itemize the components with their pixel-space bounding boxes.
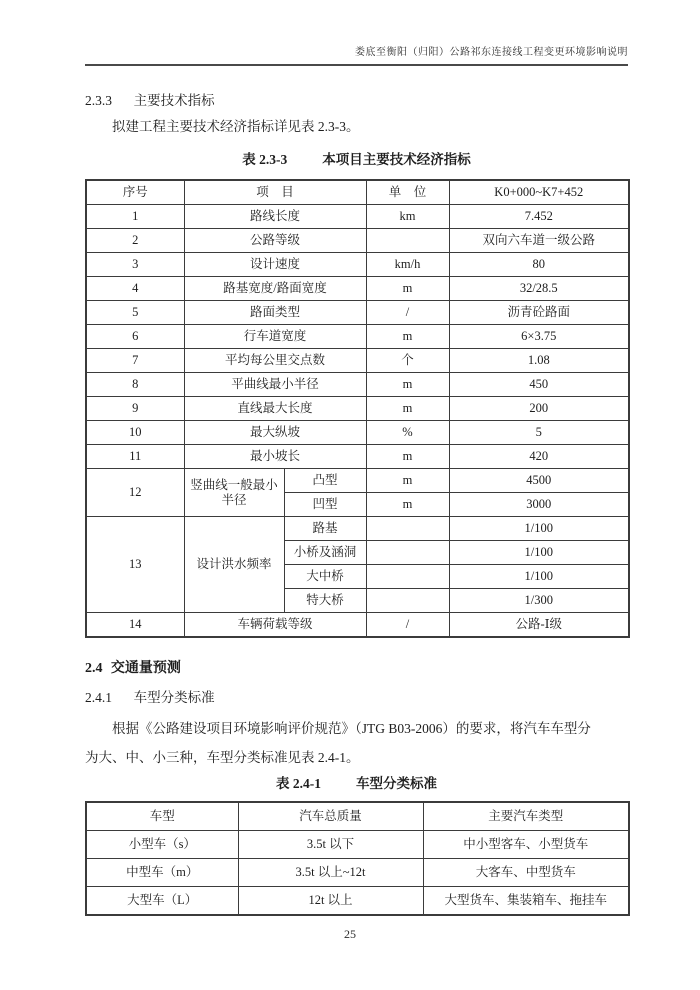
cell-unit [366,517,449,541]
table2-caption-title: 车型分类标准 [356,776,438,791]
cell-unit: m [366,373,449,397]
cell-value: 1/100 [449,517,629,541]
cell-value: 420 [449,445,629,469]
cell-item: 设计速度 [184,253,366,277]
table-row-14 [86,613,629,638]
cell-gross-mass: 12t 以上 [238,887,423,916]
section-heading-2-4 [85,657,628,679]
table1-caption-label: 表 2.3-3 [242,152,288,167]
section-number: 2.3.3 [85,93,112,108]
table2-header-mass: 汽车总质量 [238,802,423,831]
cell-unit [366,589,449,613]
cell-sublabel: 凸型 [284,469,366,493]
cell-value: 1/300 [449,589,629,613]
section-number: 2.4.1 [85,690,112,705]
section-number: 2.4 [85,661,103,676]
table-row [86,445,629,469]
table1-header-item: 项 目 [184,180,366,205]
table-2-4-1 [85,801,630,916]
table2-header-type: 车型 [86,802,238,831]
table-row [86,397,629,421]
paragraph-line: 为大、中、小三种，车型分类标准见表 2.4-1。 [85,750,360,765]
table1-header-row [86,180,629,205]
cell-item: 路基宽度/路面宽度 [184,277,366,301]
cell-value: 1.08 [449,349,629,373]
cell-no: 4 [86,277,184,301]
cell-item: 车辆荷载等级 [184,613,366,638]
section-heading-2-3-3 [85,91,628,110]
cell-vehicle-type: 小型车（s） [86,831,238,859]
cell-no: 5 [86,301,184,325]
table-row [86,421,629,445]
cell-no: 11 [86,445,184,469]
cell-vehicle-type: 中型车（m） [86,859,238,887]
cell-unit: m [366,277,449,301]
cell-vehicle-kinds: 大客车、中型货车 [423,859,629,887]
table1-header-value: K0+000~K7+452 [449,180,629,205]
cell-sublabel: 路基 [284,517,366,541]
cell-gross-mass: 3.5t 以下 [238,831,423,859]
table-row [86,253,629,277]
cell-vehicle-kinds: 大型货车、集装箱车、拖挂车 [423,887,629,916]
section-title: 交通量预测 [110,659,181,675]
cell-no: 2 [86,229,184,253]
cell-vehicle-type: 大型车（L） [86,887,238,916]
cell-no: 9 [86,397,184,421]
cell-unit: % [366,421,449,445]
cell-value: 450 [449,373,629,397]
cell-unit [366,541,449,565]
paragraph-line: 根据《公路建设项目环境影响评价规范》（JTG B03-2006）的要求，将汽车车型分 [112,721,591,736]
cell-item: 最小坡长 [184,445,366,469]
running-header-title: 娄底至衡阳（归阳）公路祁东连接线工程变更环境影响说明 [355,47,628,58]
cell-unit: m [366,469,449,493]
cell-unit [366,229,449,253]
cell-value: 32/28.5 [449,277,629,301]
cell-gross-mass: 3.5t 以上~12t [238,859,423,887]
table-row [86,831,629,859]
cell-unit: m [366,445,449,469]
table-row [86,205,629,229]
cell-value: 80 [449,253,629,277]
cell-item: 行车道宽度 [184,325,366,349]
cell-no: 3 [86,253,184,277]
cell-value: 沥青砼路面 [449,301,629,325]
cell-no: 1 [86,205,184,229]
cell-item: 最大纵坡 [184,421,366,445]
table-row-13a [86,517,629,541]
section-title: 主要技术指标 [133,93,215,108]
cell-unit: km [366,205,449,229]
cell-item: 平均每公里交点数 [184,349,366,373]
cell-unit: m [366,397,449,421]
cell-item: 设计洪水频率 [184,517,284,613]
cell-no: 10 [86,421,184,445]
cell-value: 5 [449,421,629,445]
table1-caption [85,150,628,169]
table-row [86,373,629,397]
table-row [86,325,629,349]
table2-caption-label: 表 2.4-1 [275,776,321,791]
table-row [86,229,629,253]
table-row [86,887,629,916]
table-row [86,277,629,301]
cell-no: 7 [86,349,184,373]
cell-unit [366,565,449,589]
table-row [86,301,629,325]
cell-no: 12 [86,469,184,517]
cell-item: 路线长度 [184,205,366,229]
cell-value: 4500 [449,469,629,493]
table1-header-no: 序号 [86,180,184,205]
cell-value: 200 [449,397,629,421]
cell-item: 竖曲线一般最小半径 [184,469,284,517]
cell-sublabel: 凹型 [284,493,366,517]
cell-value: 双向六车道一级公路 [449,229,629,253]
page-number: 25 [344,927,356,941]
cell-value: 7.452 [449,205,629,229]
table1-header-unit: 单 位 [366,180,449,205]
cell-item: 平曲线最小半径 [184,373,366,397]
cell-item: 路面类型 [184,301,366,325]
cell-unit: 个 [366,349,449,373]
table-row [86,349,629,373]
table2-header-row [86,802,629,831]
table2-header-kinds: 主要汽车类型 [423,802,629,831]
cell-vehicle-kinds: 中小型客车、小型货车 [423,831,629,859]
cell-no: 13 [86,517,184,613]
cell-unit: km/h [366,253,449,277]
table-2-3-3 [85,179,630,638]
cell-value: 公路-Ⅰ级 [449,613,629,638]
table-row-12a [86,469,629,493]
cell-no: 6 [86,325,184,349]
cell-no: 14 [86,613,184,638]
cell-value: 1/100 [449,565,629,589]
running-header [85,0,628,66]
cell-sublabel: 小桥及涵洞 [284,541,366,565]
section-heading-2-4-1 [85,688,628,707]
section-title: 车型分类标准 [133,690,215,705]
cell-no: 8 [86,373,184,397]
cell-value: 6×3.75 [449,325,629,349]
cell-value: 1/100 [449,541,629,565]
cell-unit: / [366,301,449,325]
cell-unit: / [366,613,449,638]
cell-item: 直线最大长度 [184,397,366,421]
cell-value: 3000 [449,493,629,517]
table2-caption [85,774,628,793]
cell-item: 公路等级 [184,229,366,253]
paragraph-2-3-3: 拟建工程主要技术经济指标详见表 2.3-3。 [112,119,360,134]
table1-caption-title: 本项目主要技术经济指标 [322,152,471,167]
cell-unit: m [366,325,449,349]
cell-sublabel: 大中桥 [284,565,366,589]
paragraph-2-4-1 [85,714,628,772]
cell-unit: m [366,493,449,517]
table-row [86,859,629,887]
cell-sublabel: 特大桥 [284,589,366,613]
